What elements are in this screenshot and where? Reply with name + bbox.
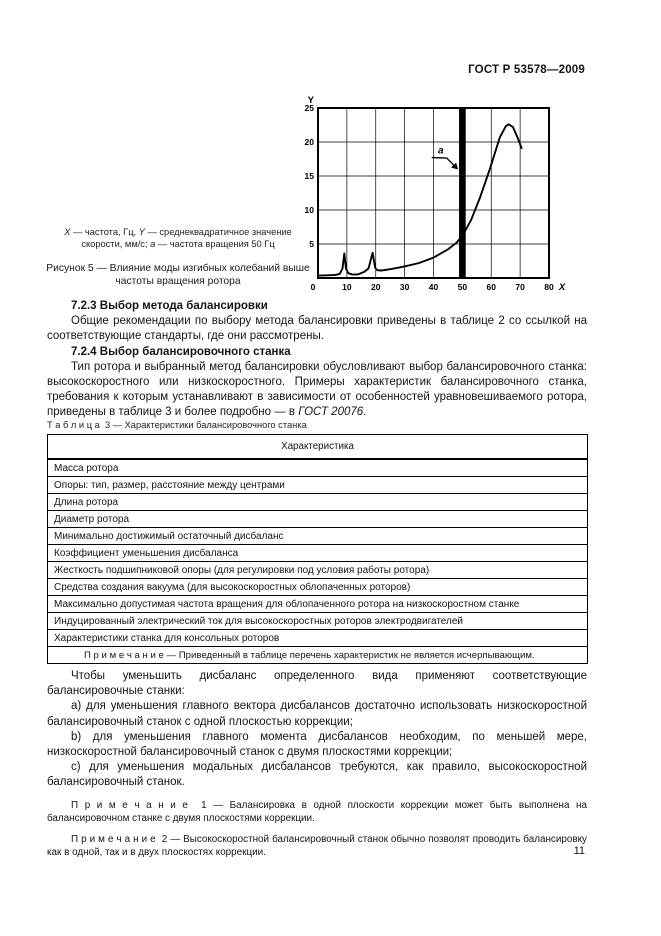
section-7-2-4-title: 7.2.4 Выбор балансировочного станка xyxy=(71,345,291,358)
svg-text:10: 10 xyxy=(342,282,352,292)
svg-text:70: 70 xyxy=(515,282,525,292)
table-row xyxy=(48,459,588,477)
svg-text:0: 0 xyxy=(310,282,316,292)
svg-text:20: 20 xyxy=(304,137,314,147)
table-row xyxy=(48,477,588,494)
table-row xyxy=(48,528,588,545)
figure-caption: Рисунок 5 — Влияние моды изгибных колебаний выше частоты вращения ротора xyxy=(46,263,310,287)
table-note-cell: П р и м е ч а н и е — Приведенный в таблице перечень характеристик не является исчерпывающим. xyxy=(48,647,588,664)
notes-list xyxy=(47,799,587,859)
table-cell: Коэффициент уменьшения дисбаланса xyxy=(48,545,588,562)
figure-5-chart xyxy=(298,92,608,297)
table-3-block xyxy=(47,420,588,664)
svg-text:25: 25 xyxy=(304,103,314,113)
table-cell: Индуцированный электрический ток для высокоскоростных роторов электродвигателей xyxy=(48,613,588,630)
svg-text:50: 50 xyxy=(457,282,468,292)
svg-text:5: 5 xyxy=(309,239,314,249)
document-header-title: ГОСТ Р 53578—2009 xyxy=(468,64,585,76)
figure-captions xyxy=(45,226,311,288)
table-3 xyxy=(47,434,588,664)
line-chart-svg xyxy=(298,92,608,297)
page-number: 11 xyxy=(573,845,585,857)
note-paragraph: П р и м е ч а н и е 2 — Высокоскоростной балансировочный станок обычно позволят проводить балансировку как в одной, так и в двух плоскостях коррекции. xyxy=(47,833,587,858)
table-cell: Минимально достижимый остаточный дисбаланс xyxy=(48,528,588,545)
note-paragraph: П р и м е ч а н и е 1 — Балансировка в одной плоскости коррекции может быть выполнена на балансировочном станке с двумя плоскостями коррекции. xyxy=(47,799,587,824)
svg-text:40: 40 xyxy=(428,282,439,292)
balancing-intro-paragraph: Чтобы уменьшить дисбаланс определенного вида применяют соответствующие балансировочные станки: xyxy=(47,670,587,698)
legend-y-var: Y xyxy=(138,227,145,237)
table-cell: Средства создания вакуума (для высокоскоростных облопаченных роторов) xyxy=(48,579,588,596)
table-3-title: Т а б л и ц а 3 — Характеристики балансировочного станка xyxy=(47,420,307,430)
section-7-2-3-paragraph: Общие рекомендации по выбору метода балансировки приведены в таблице 2 со ссылкой на соответствующие стандарты, где они рассмотрены. xyxy=(47,315,587,343)
gost-20076-reference: ГОСТ 20076 xyxy=(298,406,364,419)
svg-text:60: 60 xyxy=(486,282,496,292)
svg-text:80: 80 xyxy=(544,282,554,292)
main-text-block xyxy=(47,299,587,421)
svg-text:а: а xyxy=(437,145,444,157)
table-cell: Опоры: тип, размер, расстояние между центрами xyxy=(48,477,588,494)
balancing-item: a) для уменьшения главного вектора дисбалансов достаточно использовать низкоскоростной балансировочный станок с одной плоскостью коррекции; xyxy=(47,700,587,728)
bottom-text-block xyxy=(47,669,587,859)
table-row xyxy=(48,613,588,630)
table-3-header-cell: Характеристика xyxy=(48,435,588,460)
table-row xyxy=(48,562,588,579)
table-row xyxy=(48,545,588,562)
legend-a-var: а xyxy=(150,239,156,249)
balancing-item: b) для уменьшения главного момента дисбалансов необходим, по меньшей мере, низкоскоростной балансировочный станок с двумя плоскостями коррекции; xyxy=(47,730,587,759)
table-row xyxy=(48,511,588,528)
table-cell: Диаметр ротора xyxy=(48,511,588,528)
svg-text:X: X xyxy=(558,282,566,293)
svg-text:Y: Y xyxy=(307,95,314,106)
section-7-2-3-title: 7.2.3 Выбор метода балансировки xyxy=(71,300,268,312)
section-7-2-4-paragraph: Тип ротора и выбранный метод балансировки обусловливают выбор балансировочного станка: высокоскоростного или низкоскоростного. Примеры характеристик балансировочного станка, требования к которым устанавливают в зависимости от особенностей уравновешиваемого ротора, приведены в таблице 3 и более подробно — в ГОСТ 20076. xyxy=(47,360,587,419)
table-cell: Масса ротора xyxy=(48,459,588,477)
svg-text:15: 15 xyxy=(304,171,314,181)
figure-legend: X — частота, Гц, Y — среднеквадратичное значение скорости, мм/с; а — частота вращения 50 Гц xyxy=(64,227,292,249)
svg-text:30: 30 xyxy=(399,282,410,292)
table-cell: Жесткость подшипниковой опоры (для регулировки под условия работы ротора) xyxy=(48,562,588,579)
table-3-body xyxy=(48,459,588,647)
table-row xyxy=(48,494,588,511)
svg-text:20: 20 xyxy=(371,282,381,292)
table-row xyxy=(48,630,588,647)
table-row xyxy=(48,579,588,596)
balancing-items xyxy=(47,699,587,790)
table-cell: Характеристики станка для консольных роторов xyxy=(48,630,588,647)
svg-text:10: 10 xyxy=(304,205,314,215)
legend-x-var: X xyxy=(64,227,71,237)
table-cell: Максимально допустимая частота вращения для облопаченного ротора на низкоскоростном станке xyxy=(48,596,588,613)
table-cell: Длина ротора xyxy=(48,494,588,511)
table-note-row xyxy=(48,647,588,664)
balancing-item: c) для уменьшения модальных дисбалансов требуются, как правило, высокоскоростной балансировочный станок. xyxy=(47,761,587,789)
table-row xyxy=(48,596,588,613)
